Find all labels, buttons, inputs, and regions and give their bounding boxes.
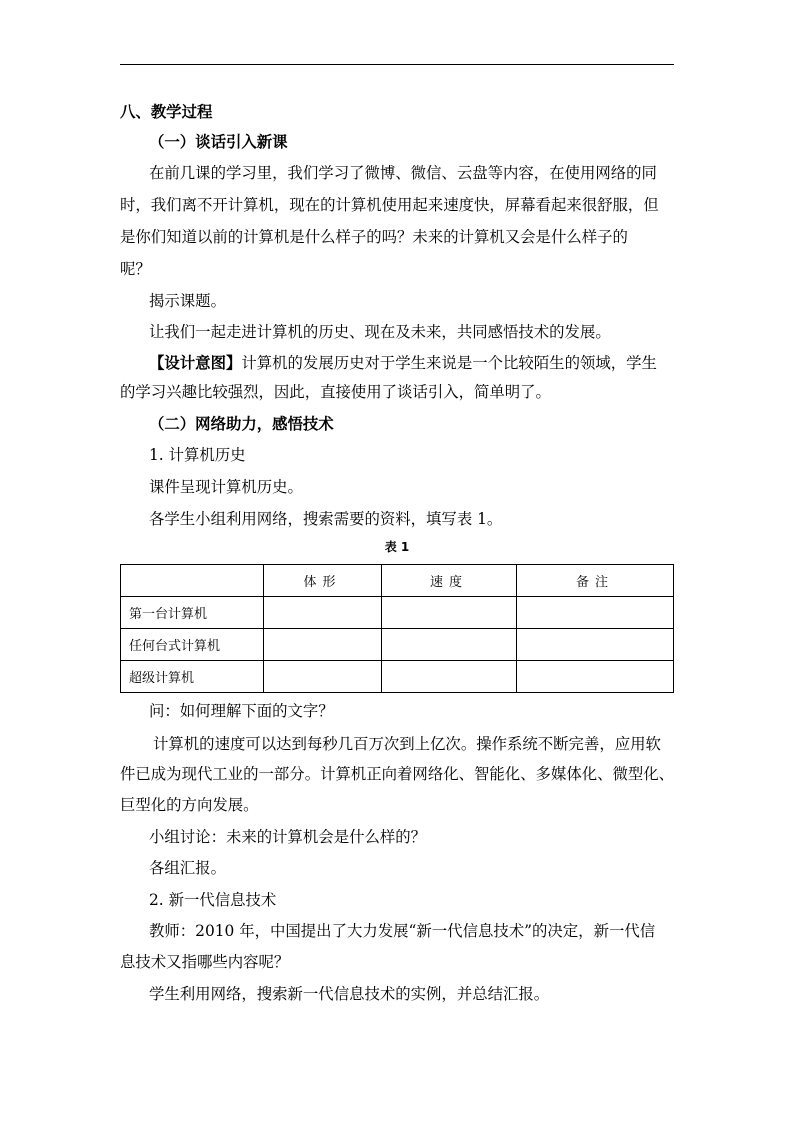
design-intent-line <box>149 352 709 374</box>
table-cell <box>517 661 674 693</box>
item-heading-2: 2. 新一代信息技术 <box>149 891 277 909</box>
paragraph-line: 课件呈现计算机历史。 <box>149 478 303 496</box>
table-row <box>121 661 674 693</box>
design-intent-text: 计算机的发展历史对于学生来说是一个比较陌生的领域，学生 <box>241 354 657 372</box>
comparison-table <box>120 564 674 693</box>
paragraph-line: 巨型化的方向发展。 <box>120 796 259 814</box>
table-cell: 任何台式计算机 <box>121 629 264 661</box>
table-cell <box>517 597 674 629</box>
table-header-cell: 速度 <box>382 565 517 597</box>
paragraph-line: 是你们知道以前的计算机是什么样子的吗？未来的计算机又会是什么样子的 <box>120 228 628 246</box>
paragraph-line: 教师：2010 年，中国提出了大力发展“新一代信息技术”的决定，新一代信 <box>149 922 656 940</box>
paragraph-line: 各学生小组利用网络，搜索需要的资料，填写表 1。 <box>149 510 503 528</box>
table-header-cell: 备注 <box>517 565 674 597</box>
paragraph-line: 的学习兴趣比较强烈，因此，直接使用了谈话引入，简单明了。 <box>120 383 551 401</box>
table-header-cell <box>121 565 264 597</box>
paragraph-line: 时，我们离不开计算机，现在的计算机使用起来速度快，屏幕看起来很舒服，但 <box>120 196 659 214</box>
paragraph-line: 学生利用网络，搜索新一代信息技术的实例，并总结汇报。 <box>149 985 550 1003</box>
item-heading-1: 1. 计算机历史 <box>149 446 246 464</box>
paragraph-line: 件已成为现代工业的一部分。计算机正向着网络化、智能化、多媒体化、微型化、 <box>120 765 675 783</box>
table-cell <box>382 597 517 629</box>
paragraph-line: 呢？ <box>120 260 151 278</box>
table-cell <box>382 629 517 661</box>
subsection-title-2: （二）网络助力，感悟技术 <box>149 415 334 433</box>
table-cell <box>382 661 517 693</box>
section-title: 八、教学过程 <box>120 103 213 121</box>
paragraph-line: 息技术又指哪些内容呢？ <box>120 953 290 971</box>
paragraph-line: 各组汇报。 <box>149 859 226 877</box>
paragraph-line: 在前几课的学习里，我们学习了微博、微信、云盘等内容，在使用网络的同 <box>149 164 657 182</box>
design-intent-label: 【设计意图】 <box>149 354 242 372</box>
paragraph-line: 问：如何理解下面的文字？ <box>149 702 334 720</box>
table-cell <box>264 629 382 661</box>
table-header-row <box>121 565 674 597</box>
table-cell <box>517 629 674 661</box>
paragraph-line: 让我们一起走进计算机的历史、现在及未来，共同感悟技术的发展。 <box>149 323 611 341</box>
paragraph-line: 小组讨论：未来的计算机会是什么样的？ <box>149 828 427 846</box>
table-cell <box>264 597 382 629</box>
table-cell <box>264 661 382 693</box>
table-cell: 第一台计算机 <box>121 597 264 629</box>
paragraph-line: 计算机的速度可以达到每秒几百万次到上亿次。操作系统不断完善，应用软 <box>153 735 661 753</box>
paragraph-line: 揭示课题。 <box>149 292 226 310</box>
table-row <box>121 597 674 629</box>
header-rule <box>120 64 674 65</box>
table-header-cell: 体形 <box>264 565 382 597</box>
table-row <box>121 629 674 661</box>
table-cell: 超级计算机 <box>121 661 264 693</box>
table-caption: 表 1 <box>384 540 410 554</box>
subsection-title-1: （一）谈话引入新课 <box>149 133 288 151</box>
